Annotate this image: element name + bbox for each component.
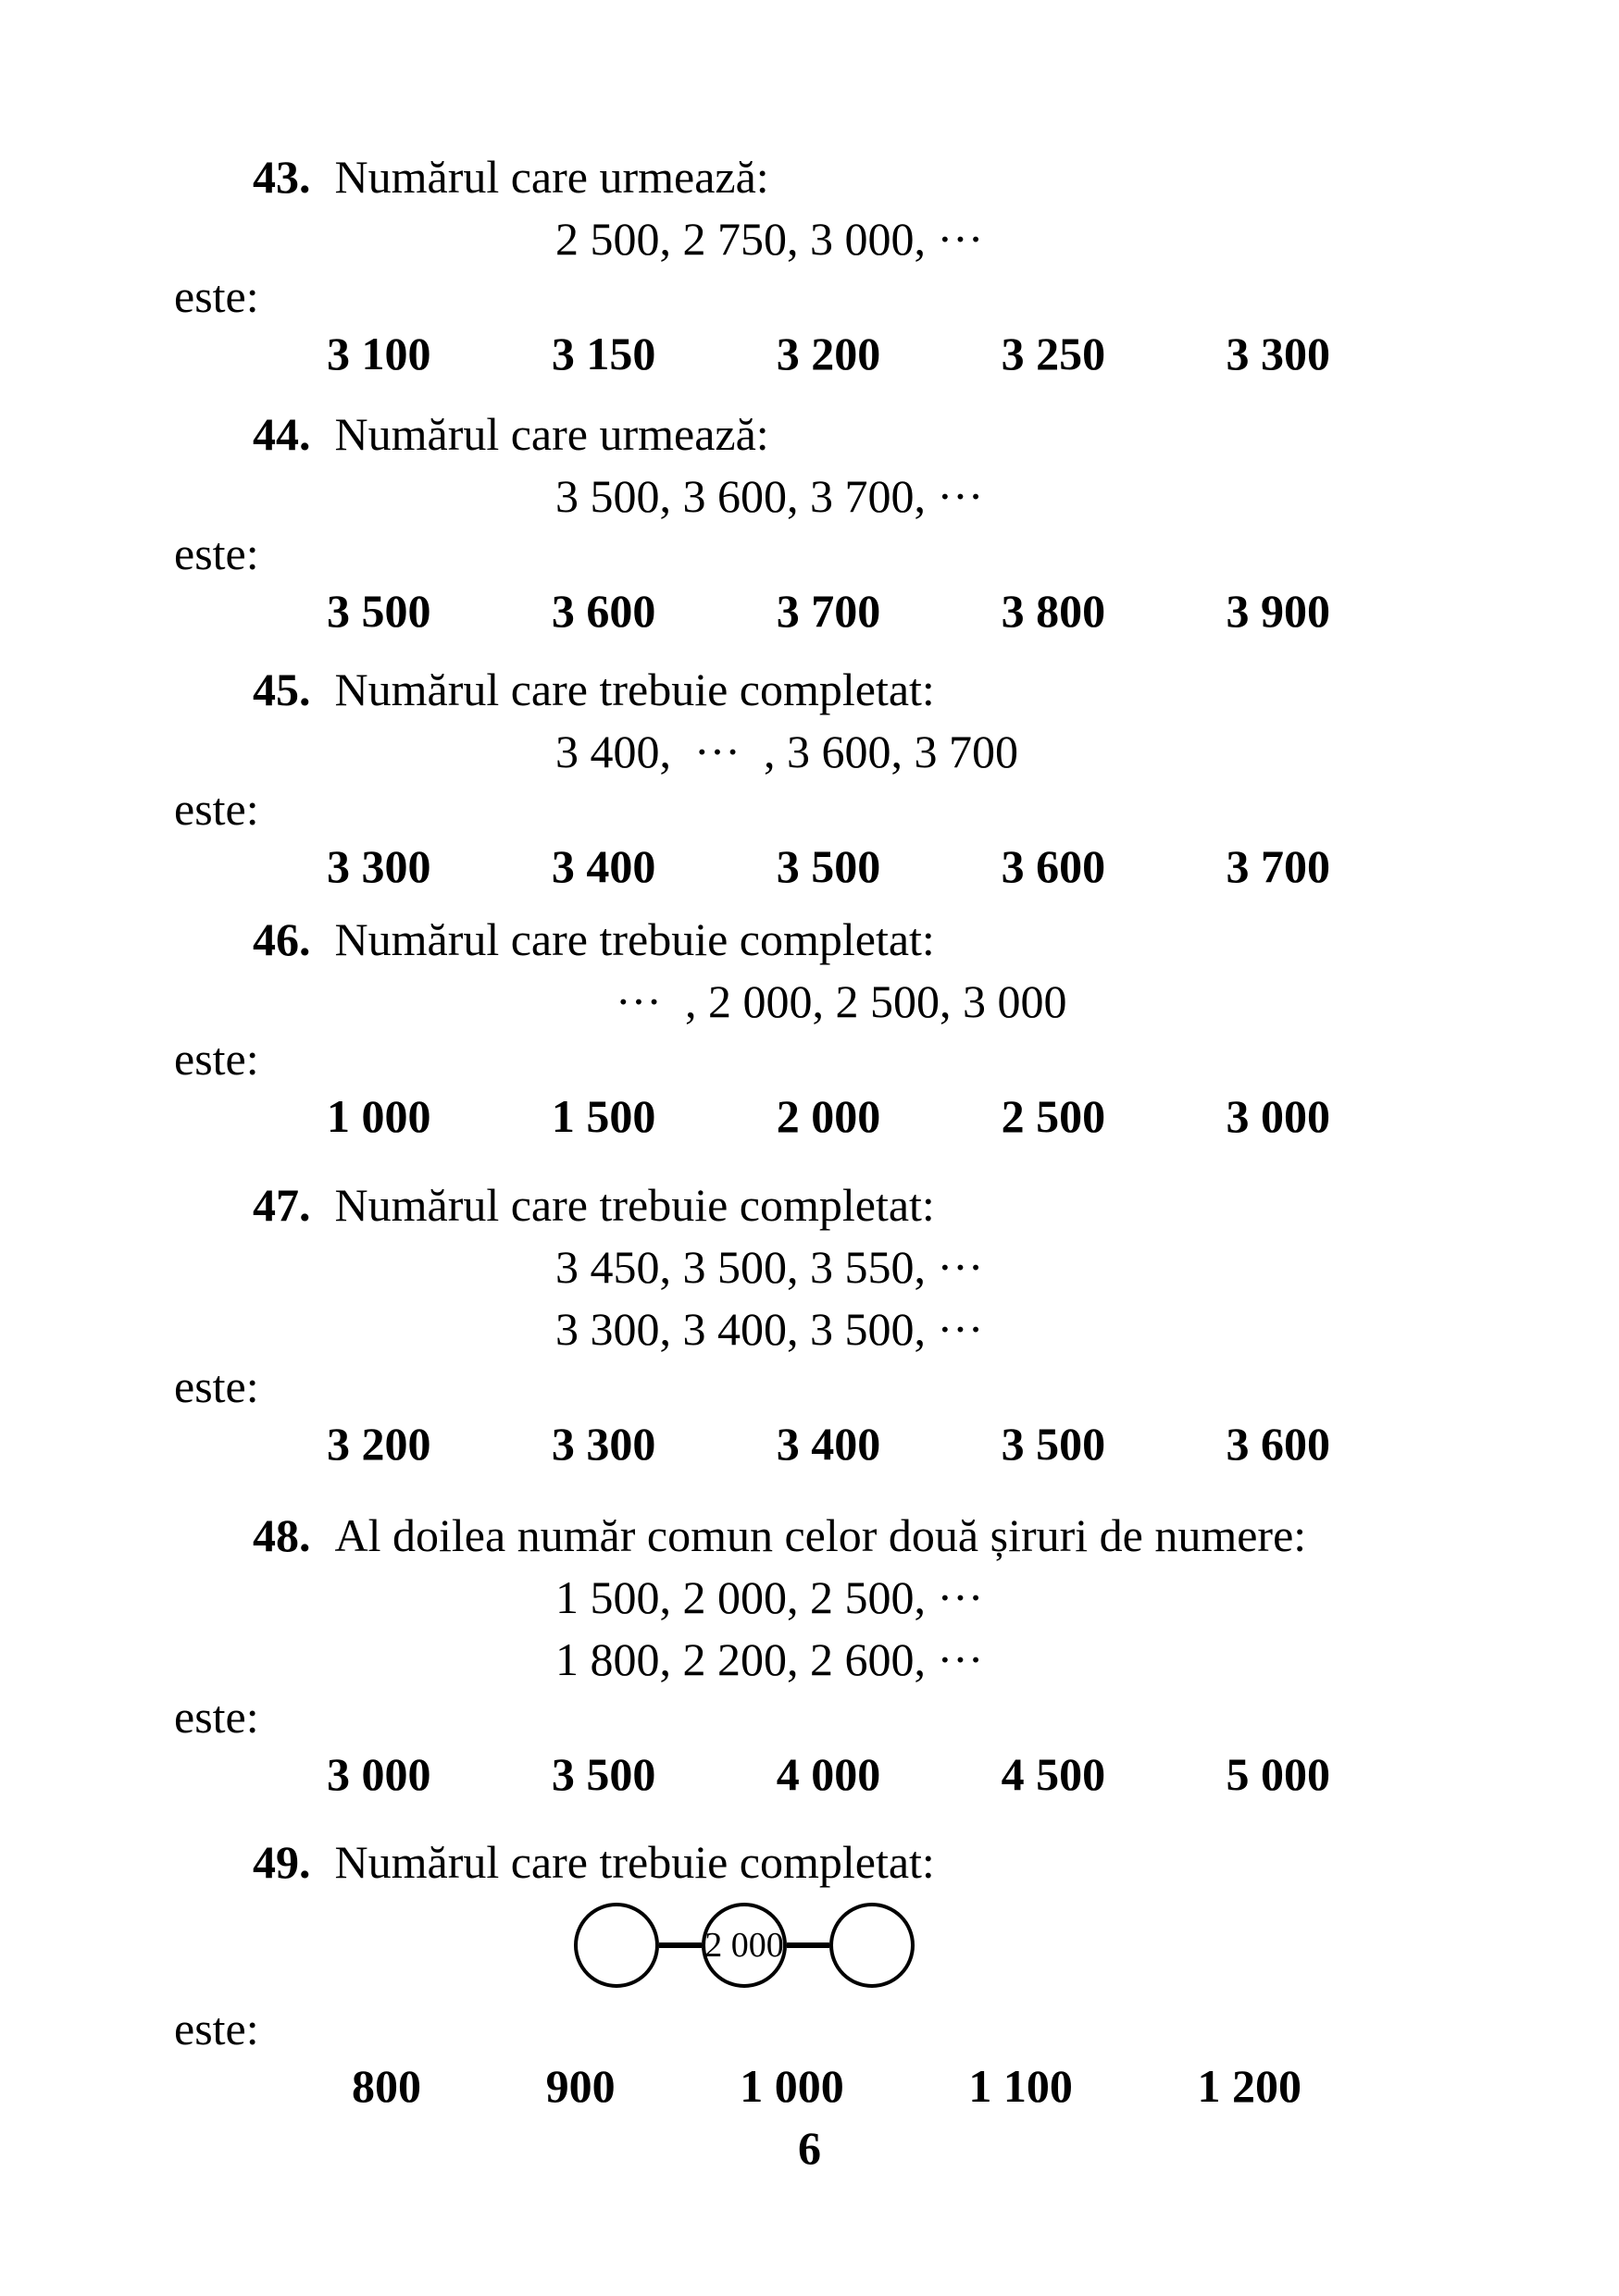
number-chain-diagram [574,1903,915,1988]
answer-option: 3 300 [327,840,431,892]
answer-option: 3 500 [776,840,881,892]
problem-question: Numărul care urmează: [334,408,769,460]
answer-row [327,582,1330,639]
empty-circle-right [829,1903,915,1988]
answer-option: 3 600 [1226,1418,1330,1470]
sequence-line: 1 800, 2 200, 2 600, ··· [555,1633,984,1685]
problem-question: Numărul care trebuie completat: [334,1179,935,1231]
problem-question: Numărul care trebuie completat: [334,664,935,715]
problem-number: 49. [253,1836,311,1888]
answer-option: 3 600 [1001,840,1106,892]
este-label: este: [174,1691,259,1743]
answer-option: 3 300 [551,1418,656,1470]
sequence-line: ··· , 2 000, 2 500, 3 000 [616,975,1067,1027]
answer-option: 1 000 [740,2060,844,2112]
answer-row [352,2057,1301,2115]
este-label: este: [174,1033,259,1085]
answer-option: 5 000 [1226,1748,1330,1800]
answer-row [327,1415,1330,1472]
este-label: este: [174,527,259,579]
problem-49 [0,1833,1619,2115]
este-label: este: [174,270,259,322]
problem-number: 45. [253,664,311,715]
sequence-line: 3 450, 3 500, 3 550, ··· [555,1241,984,1293]
answer-option: 3 500 [327,585,431,637]
answer-row [327,1087,1330,1145]
problem-number: 47. [253,1179,311,1231]
answer-option: 3 500 [551,1748,656,1800]
problem-heading [253,911,1619,968]
answer-option: 3 400 [551,840,656,892]
este-label: este: [174,1360,259,1412]
answer-option: 3 100 [327,328,431,379]
problem-question: Numărul care urmează: [334,151,769,203]
answer-option: 3 700 [1226,840,1330,892]
answer-option: 2 000 [776,1090,881,1142]
sequence-line: 1 500, 2 000, 2 500, ··· [555,1571,984,1623]
answer-option: 3 800 [1001,585,1106,637]
answer-option: 3 200 [327,1418,431,1470]
answer-option: 3 300 [1226,328,1330,379]
page-number: 6 [798,2122,821,2174]
problem-46 [0,911,1619,1145]
answer-row [327,325,1330,382]
problem-heading [253,405,1619,463]
empty-circle-left [574,1903,659,1988]
problem-number: 46. [253,913,311,965]
problem-question: Al doilea număr comun celor două șiruri de numere: [334,1509,1307,1561]
answer-option: 800 [352,2060,421,2112]
answer-option: 1 500 [551,1090,656,1142]
este-label: este: [174,783,259,835]
sequence-line: 3 300, 3 400, 3 500, ··· [555,1303,984,1355]
answer-option: 4 000 [776,1748,881,1800]
este-label: este: [174,2003,259,2054]
answer-option: 3 250 [1001,328,1106,379]
sequence-line: 3 500, 3 600, 3 700, ··· [555,470,984,522]
answer-option: 3 700 [776,585,881,637]
problem-heading [253,661,1619,718]
connector-line [659,1942,702,1948]
sequence-line: 3 400, ··· , 3 600, 3 700 [555,726,1018,777]
answer-option: 3 500 [1001,1418,1106,1470]
answer-option: 3 000 [1226,1090,1330,1142]
answer-option: 900 [545,2060,616,2112]
problem-question: Numărul care trebuie completat: [334,913,935,965]
answer-option: 3 200 [776,328,881,379]
problem-number: 43. [253,151,311,203]
answer-option: 1 100 [968,2060,1073,2112]
problem-question: Numărul care trebuie completat: [334,1836,935,1888]
middle-circle-value: 2 000 [704,1926,784,1965]
answer-option: 3 600 [551,585,656,637]
problem-47 [0,1176,1619,1472]
problem-43 [0,148,1619,382]
connector-line [787,1942,829,1948]
problem-45 [0,661,1619,895]
problem-heading [253,1507,1619,1564]
problem-number: 44. [253,408,311,460]
answer-option: 3 900 [1226,585,1330,637]
problem-48 [0,1507,1619,1803]
answer-option: 3 000 [327,1748,431,1800]
answer-option: 3 400 [776,1418,881,1470]
answer-option: 4 500 [1001,1748,1106,1800]
middle-circle [702,1903,787,1988]
answer-option: 3 150 [551,328,656,379]
problem-number: 48. [253,1509,311,1561]
problem-heading [253,1176,1619,1234]
answer-option: 2 500 [1001,1090,1106,1142]
answer-row [327,838,1330,895]
answer-option: 1 200 [1197,2060,1301,2112]
answer-row [327,1745,1330,1803]
problem-44 [0,405,1619,639]
sequence-line: 2 500, 2 750, 3 000, ··· [555,213,984,265]
answer-option: 1 000 [327,1090,431,1142]
problem-heading [253,1833,1619,1891]
problem-heading [253,148,1619,205]
